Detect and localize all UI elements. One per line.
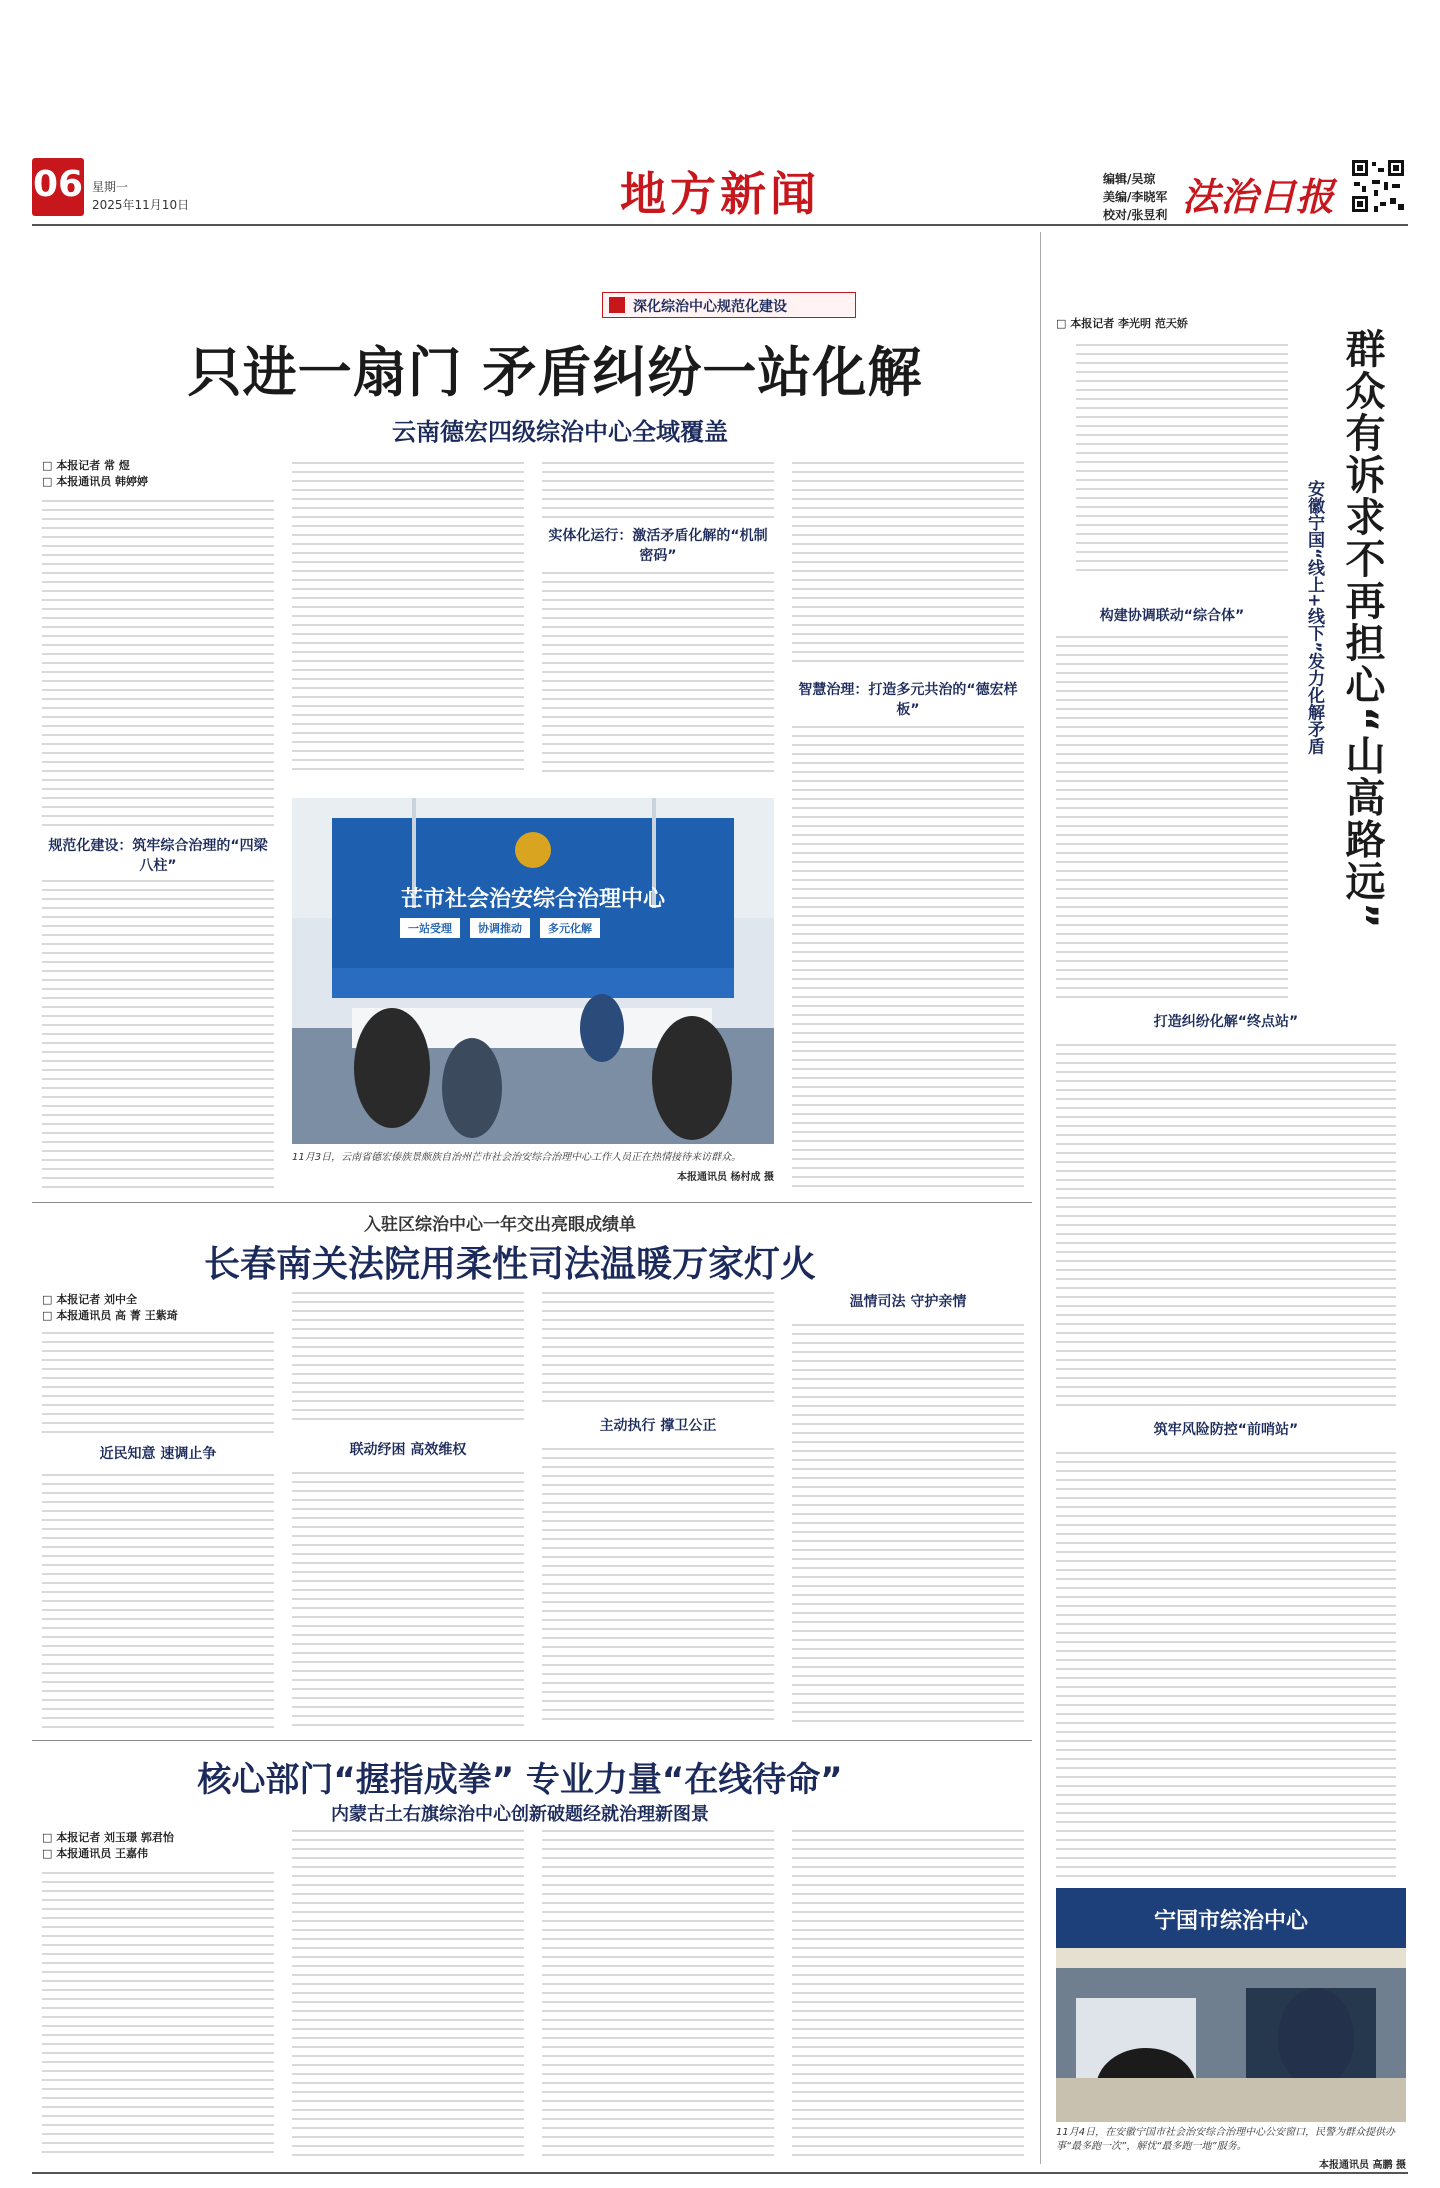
masthead-logo: 法治日报 xyxy=(1182,174,1335,219)
article4-subtitle xyxy=(1300,480,1328,840)
article4-col1-text xyxy=(1076,344,1288,580)
editor-line: 校对/张昱利 xyxy=(1103,208,1168,222)
article2-col2-text xyxy=(292,1292,524,1432)
article1-col4-text-b xyxy=(792,726,1024,1196)
article2-col4-text xyxy=(792,1324,1024,1734)
article1-photo xyxy=(292,798,774,1144)
article3-col2-text xyxy=(292,1830,524,2164)
article1-col3-text-b xyxy=(542,572,774,782)
article1-col3-text xyxy=(542,462,774,522)
article1-subhead-3: 智慧治理：打造多元共治的“德宏样板” xyxy=(798,682,1018,718)
photo-sign: 芒市社会治安综合治理中心 xyxy=(400,887,665,912)
article2-subhead-3: 温情司法 守护亲情 xyxy=(849,1294,967,1310)
section-title: 地方新闻 xyxy=(620,167,820,221)
photo-sign-tag: 一站受理 xyxy=(400,918,460,938)
article3-col3-text xyxy=(542,1830,774,2164)
editor-line: 美编/李晓军 xyxy=(1103,190,1168,204)
article1-caption: 11月3日，云南省德宏傣族景颇族自治州芒市社会治安综合治理中心工作人员正在热情接待来访群众。 xyxy=(292,1152,742,1163)
byline-line: □ 本报通讯员 韩婷婷 xyxy=(42,475,149,488)
article4-byline: □ 本报记者 李光明 范天娇 xyxy=(1056,317,1188,330)
page-number: 06 xyxy=(32,164,84,205)
editor-credits xyxy=(1103,170,1167,224)
article2-byline xyxy=(42,1292,272,1324)
header-rule xyxy=(32,224,1408,226)
article4-title-text: 群众有诉求不再担心“山高路远” xyxy=(1339,328,1385,931)
section-divider xyxy=(32,1202,1032,1203)
banner-icon xyxy=(609,297,625,313)
article2-title: 长春南关法院用柔性司法温暖万家灯火 xyxy=(203,1244,816,1285)
article4-caption: 11月4日，在安徽宁国市社会治安综合治理中心公安窗口，民警为群众提供办事“最多跑一次”，解忧“最多跑一地”服务。 xyxy=(1056,2127,1396,2152)
article1-subhead-1: 规范化建设：筑牢综合治理的“四梁八柱” xyxy=(48,838,268,874)
article4-subhead-2: 打造纠纷化解“终点站” xyxy=(1153,1014,1299,1030)
article3-col4-text xyxy=(792,1830,1024,2164)
article2-kicker: 入驻区综治中心一年交出亮眼成绩单 xyxy=(364,1215,636,1235)
article3-subtitle: 内蒙古土右旗综治中心创新破题经就治理新图景 xyxy=(331,1804,709,1825)
article4-photo-credit: 本报通讯员 高鹏 摄 xyxy=(1319,2160,1406,2171)
article2-col3-text-b xyxy=(542,1448,774,1734)
article1-col1-text xyxy=(42,500,274,830)
byline-line: □ 本报通讯员 王嘉伟 xyxy=(42,1847,149,1860)
article1-col4-text xyxy=(792,462,1024,672)
column-divider xyxy=(1040,232,1041,2164)
topic-banner xyxy=(602,292,856,318)
byline-line: □ 本报通讯员 高 菁 王紫琦 xyxy=(42,1309,178,1322)
qr-code-icon xyxy=(1350,158,1406,214)
article4-subhead-1: 构建协调联动“综合体” xyxy=(1099,608,1245,624)
article4-col-text-c xyxy=(1056,1044,1396,1414)
photo-sign-tag: 多元化解 xyxy=(540,918,600,938)
article2-subhead-2: 联动纾困 高效维权 xyxy=(349,1442,467,1458)
byline-line: □ 本报记者 刘中全 xyxy=(42,1293,138,1306)
article2-col1-text-b xyxy=(42,1474,274,1734)
page-number-badge xyxy=(32,158,84,216)
footer-rule xyxy=(32,2172,1408,2174)
article3-title: 核心部门“握指成拳” 专业力量“在线待命” xyxy=(197,1760,843,1800)
photo-sign-tag: 协调推动 xyxy=(470,918,530,938)
article1-title: 只进一扇门 矛盾纠纷一站化解 xyxy=(187,341,923,404)
editor-line: 编辑/吴琼 xyxy=(1103,172,1156,186)
article2-subhead-1: 近民知意 速调止争 xyxy=(99,1446,217,1462)
article2-col3-text xyxy=(542,1292,774,1410)
weekday: 星期一 xyxy=(92,180,129,194)
article2-col2-text-b xyxy=(292,1472,524,1734)
article1-col2-text xyxy=(292,462,524,782)
date: 2025年11月10日 xyxy=(92,198,190,212)
photo-sign-tags xyxy=(400,918,666,938)
article4-subhead-3: 筑牢风险防控“前哨站” xyxy=(1153,1422,1299,1438)
section-divider xyxy=(32,1740,1032,1741)
article2-subhead-4: 主动执行 撑卫公正 xyxy=(599,1418,717,1434)
article4-col1-text-b xyxy=(1056,636,1288,1006)
article3-byline xyxy=(42,1830,272,1862)
article1-col1-text-b xyxy=(42,880,274,1200)
byline-line: □ 本报记者 刘玉璟 郭君怡 xyxy=(42,1831,174,1844)
banner-label: 深化综治中心规范化建设 xyxy=(633,299,787,315)
article4-title xyxy=(1334,328,1390,1028)
article3-col1-text xyxy=(42,1872,274,2164)
article1-subhead-2: 实体化运行：激活矛盾化解的“机制密码” xyxy=(548,528,768,564)
article4-photo xyxy=(1056,1888,1406,2122)
article1-byline xyxy=(42,458,272,490)
article4-col-text-d xyxy=(1056,1452,1396,1884)
article1-subtitle: 云南德宏四级综治中心全域覆盖 xyxy=(392,418,728,446)
byline-line: □ 本报记者 常 煜 xyxy=(42,459,130,472)
article1-photo-credit: 本报通讯员 杨村成 摄 xyxy=(677,1172,774,1183)
photo-sign: 宁国市综治中心 xyxy=(1153,1909,1308,1934)
article2-col1-text xyxy=(42,1332,274,1438)
article4-subtitle-text: 安徽宁国“线上+线下”发力化解矛盾 xyxy=(1304,480,1324,755)
